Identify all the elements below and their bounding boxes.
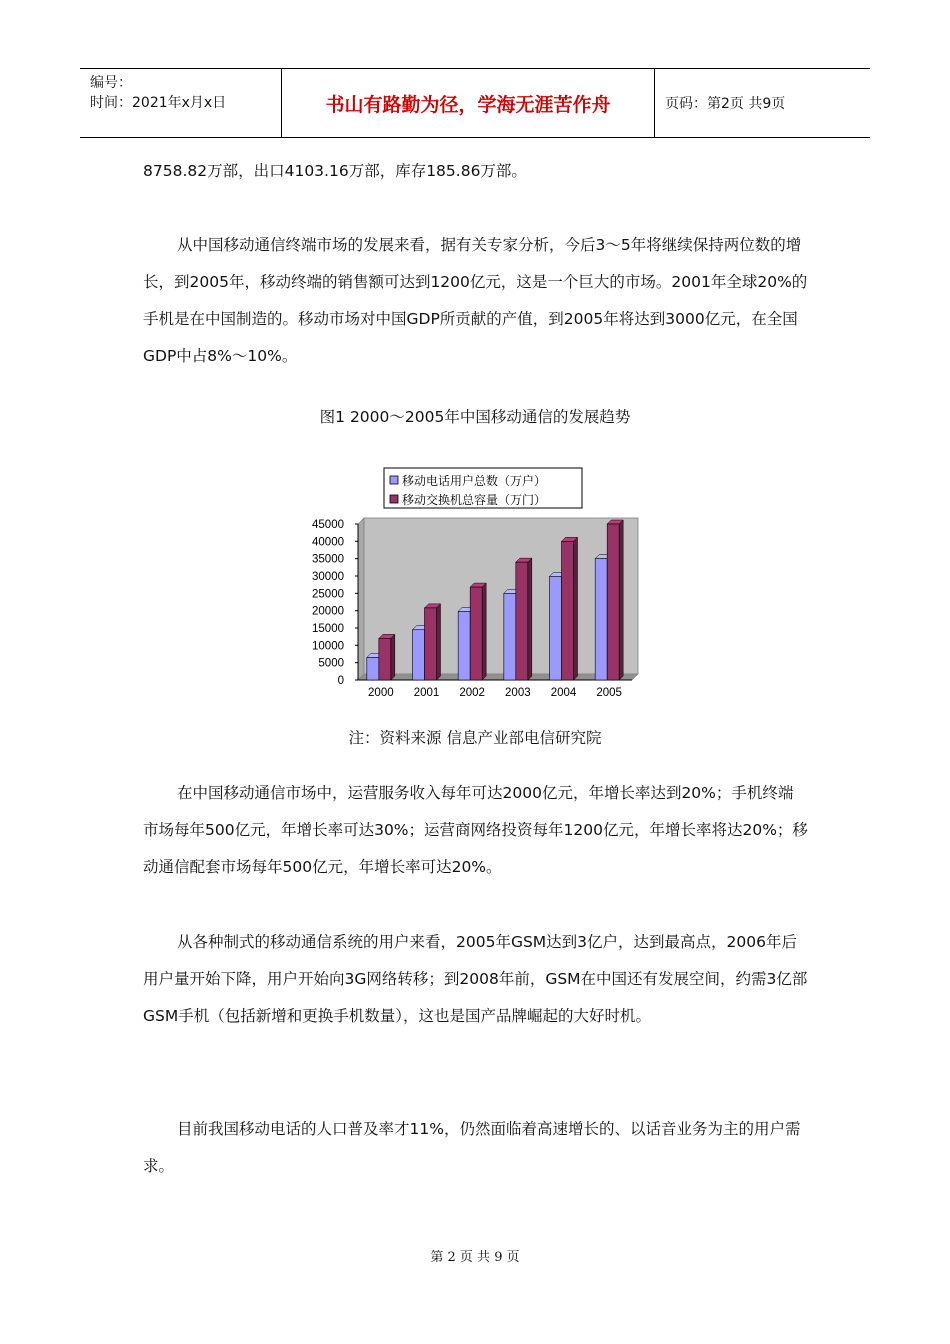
figure-caption: 图1 2000～2005年中国移动通信的发展趋势 (319, 408, 631, 426)
legend-label-1: 移动交换机总容量（万门） (402, 493, 547, 507)
paragraph-1: 从中国移动通信终端市场的发展来看，据有关专家分析，今后3～5年将继续保持两位数的增长，到2005年，移动终端的销售额可达到1200亿元，这是一个巨大的市场。2001年全球20%的手机是在中国制造的。移动市场对中国GDP所贡献的产值，到2005年将达到3000亿元，在全国GDP中占8%～10%。 (143, 236, 808, 365)
x-tick-label-3: 2003 (505, 687, 531, 699)
bar-s1-c3 (516, 562, 528, 680)
y-tick-label-1: 5000 (318, 657, 344, 670)
number-label: 编号： (90, 75, 132, 91)
bar-side-s1-c1 (437, 604, 441, 680)
paragraph-3: 从各种制式的移动通信系统的用户来看，2005年GSM达到3亿户，达到最高点，2006年后用户量开始下降，用户开始向3G网络转移；到2008年前，GSM在中国还有发展空间，约需3亿部GSM手机（包括新增和更换手机数量），这也是国产品牌崛起的大好时机。 (143, 933, 808, 1025)
bar-side-s1-c4 (574, 537, 578, 680)
x-tick-label-4: 2004 (550, 687, 577, 699)
x-tick-label-5: 2005 (596, 687, 622, 699)
y-tick-label-5: 25000 (312, 588, 344, 601)
x-tick-label-2: 2002 (459, 687, 485, 699)
legend-swatch-0 (390, 476, 398, 484)
bar-side-s1-c0 (391, 634, 395, 680)
paragraph-2: 在中国移动通信市场中，运营服务收入每年可达2000亿元，年增长率达到20%；手机终端市场每年500亿元，年增长率可达30%；运营商网络投资每年1200亿元，年增长率将达20%；移动通信配套市场每年500亿元，年增长率可达20%。 (143, 784, 808, 876)
bar-s1-c1 (425, 608, 437, 680)
bar-s0-c5 (595, 559, 607, 680)
y-tick-label-4: 20000 (312, 605, 344, 618)
y-tick-label-8: 40000 (312, 536, 344, 549)
date-label: 时间：2021年x月x日 (90, 95, 227, 111)
x-tick-label-1: 2001 (413, 687, 440, 699)
y-tick-label-7: 35000 (312, 553, 344, 566)
header-meta (80, 69, 282, 137)
page-footer: 第 2 页 共 9 页 (430, 1250, 520, 1265)
bar-s1-c4 (562, 541, 574, 680)
y-tick-label-2: 10000 (312, 640, 344, 653)
y-tick-label-9: 45000 (312, 519, 344, 531)
y-tick-label-0: 0 (337, 675, 344, 687)
bar-side-s1-c2 (482, 583, 486, 680)
legend-swatch-1 (390, 495, 398, 503)
bar-side-s1-c3 (528, 558, 532, 680)
paragraph-4: 目前我国移动电话的人口普及率才11%，仍然面临着高速增长的、以话音业务为主的用户需求。 (143, 1120, 801, 1175)
legend-label-0: 移动电话用户总数（万户） (402, 474, 547, 488)
page-header (80, 68, 870, 138)
figure-note: 注：资料来源 信息产业部电信研究院 (348, 729, 602, 747)
bar-chart (298, 462, 648, 712)
bar-side-s1-c5 (619, 520, 623, 680)
header-page-label: 页码：第2页 共9页 (665, 96, 786, 112)
bar-s0-c2 (458, 611, 470, 680)
paragraph-0: 8758.82万部，出口4103.16万部，库存185.86万部。 (143, 162, 527, 180)
y-tick-label-6: 30000 (312, 571, 344, 583)
bar-s0-c0 (367, 657, 379, 680)
bar-s0-c1 (413, 630, 425, 680)
bar-s0-c4 (550, 576, 562, 680)
plot-side-wall (358, 518, 364, 680)
header-motto: 书山有路勤为径，学海无涯苦作舟 (282, 69, 655, 137)
bar-s0-c3 (504, 593, 516, 680)
bar-s1-c5 (607, 524, 619, 680)
y-tick-label-3: 15000 (312, 623, 344, 635)
x-tick-label-0: 2000 (368, 687, 394, 699)
bar-s1-c2 (470, 587, 482, 680)
bar-s1-c0 (379, 638, 391, 680)
